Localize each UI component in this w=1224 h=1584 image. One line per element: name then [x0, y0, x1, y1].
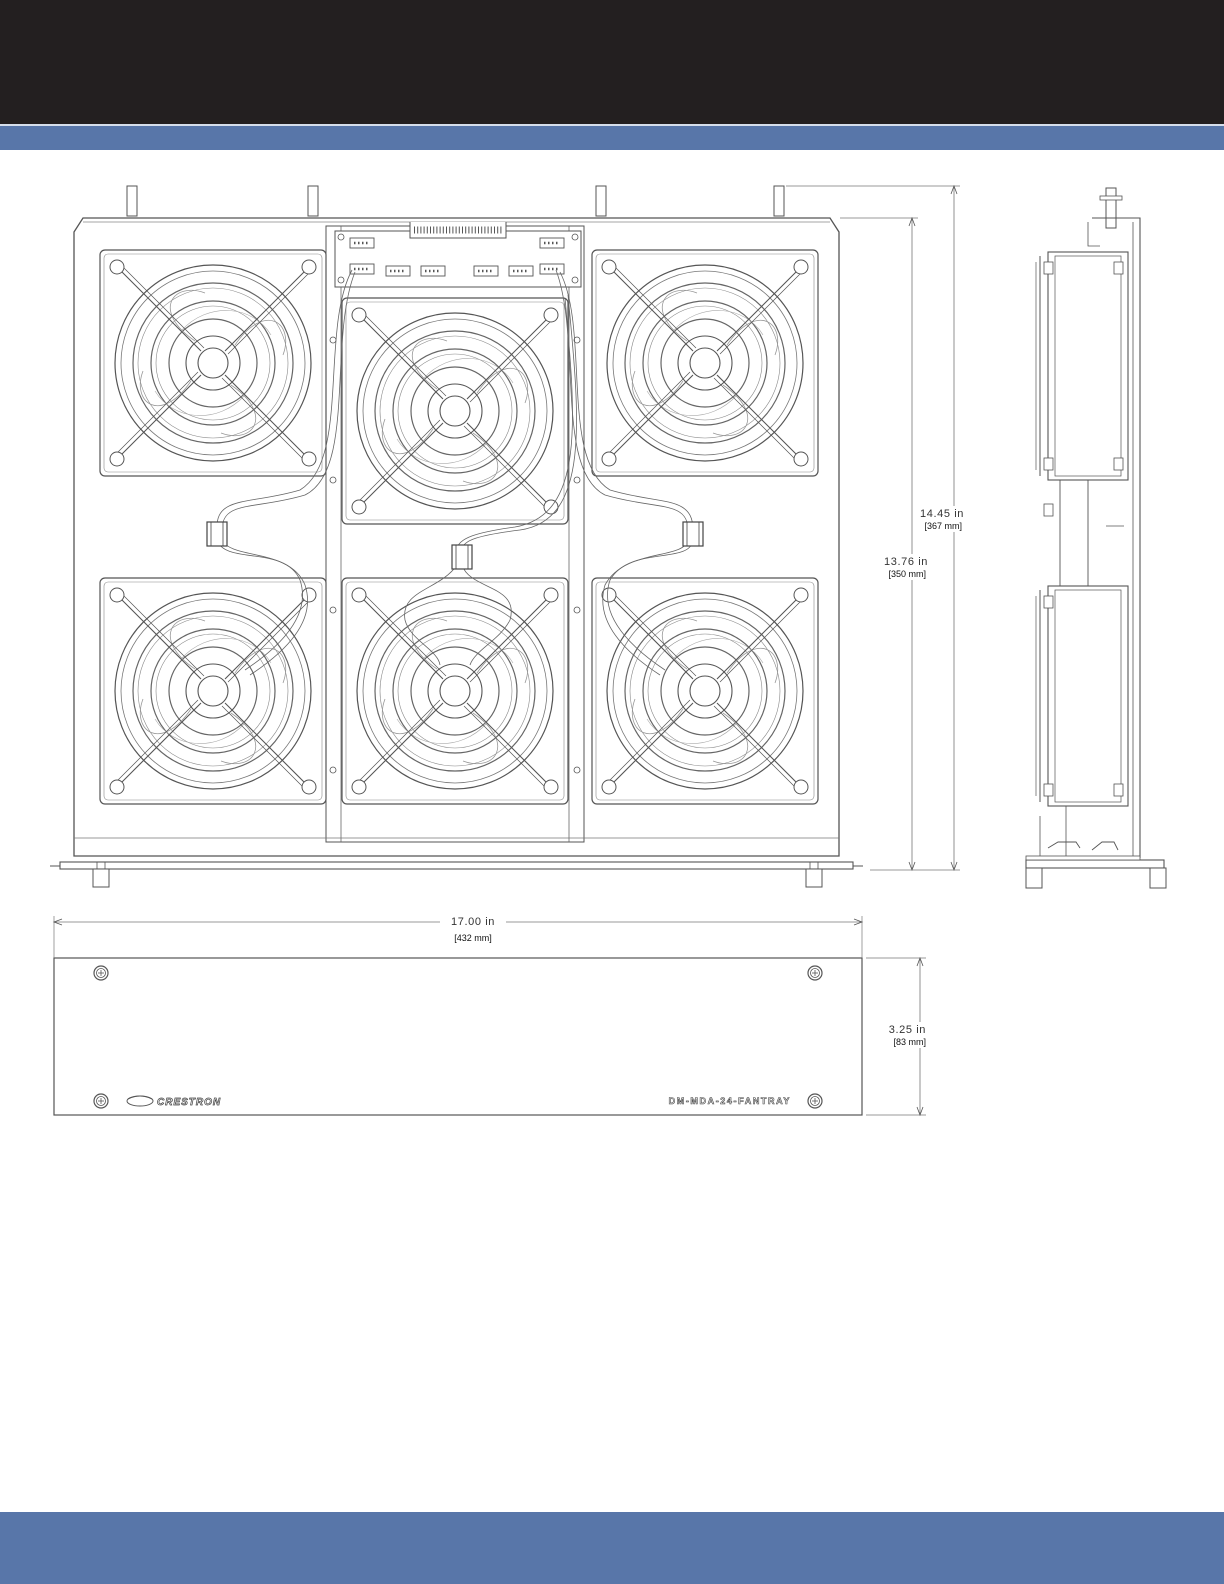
- chassis-outline: [74, 218, 839, 856]
- ferrite-right: [683, 522, 703, 546]
- screw-top-right: [808, 966, 822, 980]
- mounting-flange: [50, 862, 863, 887]
- overall-depth-value: 14.45 in: [920, 508, 964, 520]
- screw-bottom-left: [94, 1094, 108, 1108]
- chassis-depth-value: 13.76 in: [884, 556, 928, 568]
- height-value: 3.25 in: [888, 1024, 926, 1036]
- screw-bottom-right: [808, 1094, 822, 1108]
- side-view: [1026, 188, 1166, 888]
- height-metric: [83 mm]: [893, 1037, 926, 1047]
- top-view: [50, 186, 863, 887]
- footer-band: [0, 1512, 1224, 1584]
- brand-label: CRESTRON: [157, 1097, 222, 1108]
- screw-top-left: [94, 966, 108, 980]
- front-panel: [54, 958, 862, 1115]
- model-label: DM-MDA-24-FANTRAY: [668, 1096, 791, 1106]
- width-value: 17.00 in: [451, 916, 495, 928]
- width-metric: [432 mm]: [454, 933, 492, 943]
- overall-depth-metric: [367 mm]: [924, 521, 962, 531]
- ferrite-left: [207, 522, 227, 546]
- chassis-depth-metric: [350 mm]: [888, 569, 926, 579]
- standoff-posts: [127, 186, 784, 216]
- ferrite-center: [452, 545, 472, 569]
- circuit-board: [335, 222, 581, 287]
- front-view: [54, 958, 862, 1115]
